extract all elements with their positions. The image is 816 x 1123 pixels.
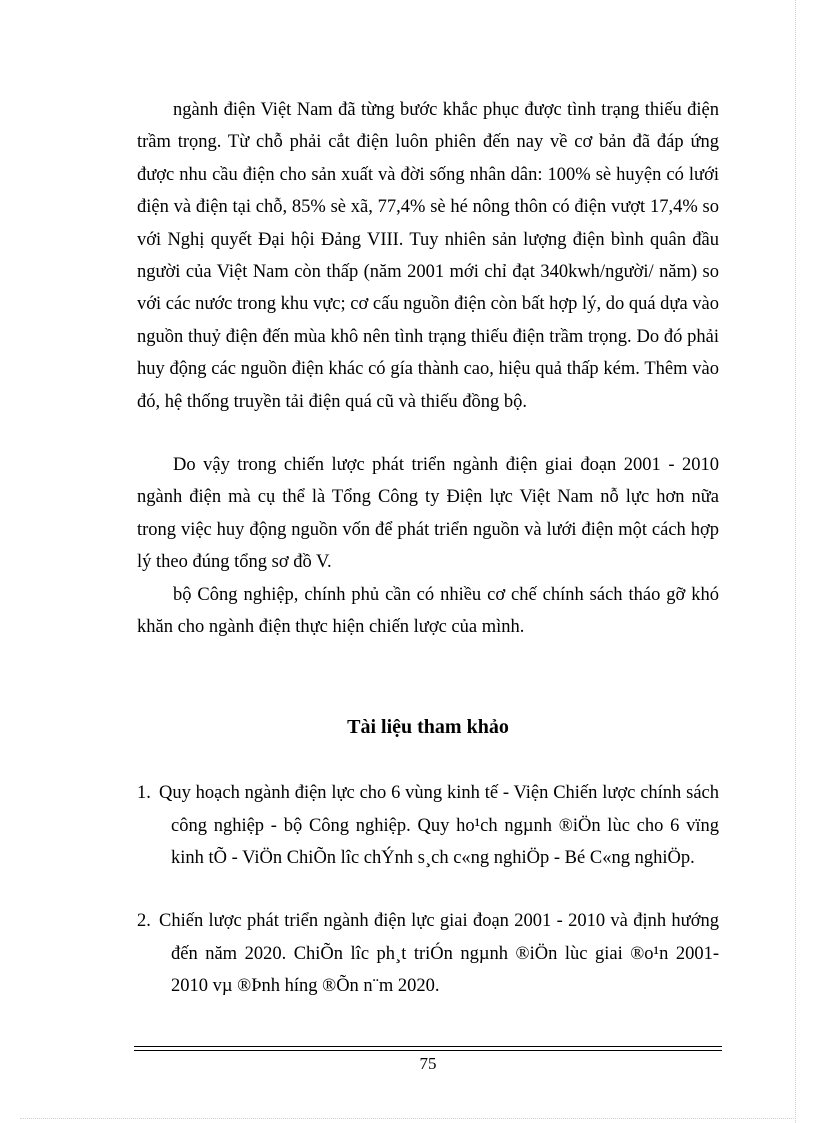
footer-rule-bottom bbox=[134, 1050, 722, 1051]
page-number: 75 bbox=[419, 1054, 437, 1073]
body-paragraph-2-text: Do vậy trong chiến lược phát triển ngành điện giai đoạn 2001 - 2010 ngành điện mà cụ thể là Tổng Công ty Điện lực Việt Nam nỗ lực hơn nữa trong việc huy động nguồn vốn để phát triển nguồn và lưới điện một cách hợp lý theo đúng tổng sơ đồ V. bbox=[137, 455, 719, 573]
body-paragraph-3 bbox=[137, 579, 719, 644]
references-title: Tài liệu tham khảo bbox=[347, 716, 509, 738]
body-paragraph-1 bbox=[137, 94, 719, 418]
body-paragraph-2 bbox=[137, 449, 719, 579]
footer-rule-top bbox=[134, 1046, 722, 1047]
body-paragraph-1-text: ngành điện Việt Nam đã từng bước khắc phục được tình trạng thiếu điện trầm trọng. Từ chỗ phải cắt điện luôn phiên đến nay về cơ bản đã đáp ứng được nhu cầu điện cho sản xuất và đời sống nhân dân: 100% sè huyện có lưới điện và điện tại chỗ, 85% sè xã, 77,4% sè hé nông thôn có điện vượt 17,4% so với Nghị quyết Đại hội Đảng VIII. Tuy nhiên sản lượng điện bình quân đầu người của Việt Nam còn thấp (năm 2001 mới chỉ đạt 340kwh/người/ năm) so với các nước trong khu vực; cơ cấu nguồn điện còn bất hợp lý, do quá dựa vào nguồn thuỷ điện đến mùa khô nên tình trạng thiếu điện trầm trọng. Do đó phải huy động các nguồn điện khác có gía thành cao, hiệu quả thấp kém. Thêm vào đó, hệ thống truyền tải điện quá cũ và thiếu đồng bộ. bbox=[137, 100, 719, 412]
body-paragraph-3-text: bộ Công nghiệp, chính phủ cần có nhiều cơ chế chính sách tháo gỡ khó khăn cho ngành điện thực hiện chiến lược của mình. bbox=[137, 585, 719, 638]
reference-number: 1. bbox=[137, 783, 151, 803]
reference-text: Chiến lược phát triển ngành điện lực giai đoạn 2001 - 2010 và định hướng đến năm 2020. ChiÕn lîc ph¸t triÓn ngµnh ®iÖn lùc giai ®o¹n 2001-2010 vµ ®Þnh híng ®Õn n¨m 2020. bbox=[159, 911, 719, 997]
page-border-right bbox=[795, 0, 796, 1123]
reference-item bbox=[137, 905, 719, 1003]
reference-item bbox=[137, 777, 719, 875]
reference-text: Quy hoạch ngành điện lực cho 6 vùng kinh tế - Viện Chiến lược chính sách công nghiệp - bộ Công nghiệp. Quy ho¹ch ngµnh ®iÖn lùc cho 6 vïng kinh tÕ - ViÖn ChiÕn lîc chÝnh s¸ch c«ng nghiÖp - Bé C«ng nghiÖp. bbox=[159, 783, 719, 869]
page-border-bottom bbox=[20, 1118, 796, 1119]
reference-number: 2. bbox=[137, 911, 151, 931]
